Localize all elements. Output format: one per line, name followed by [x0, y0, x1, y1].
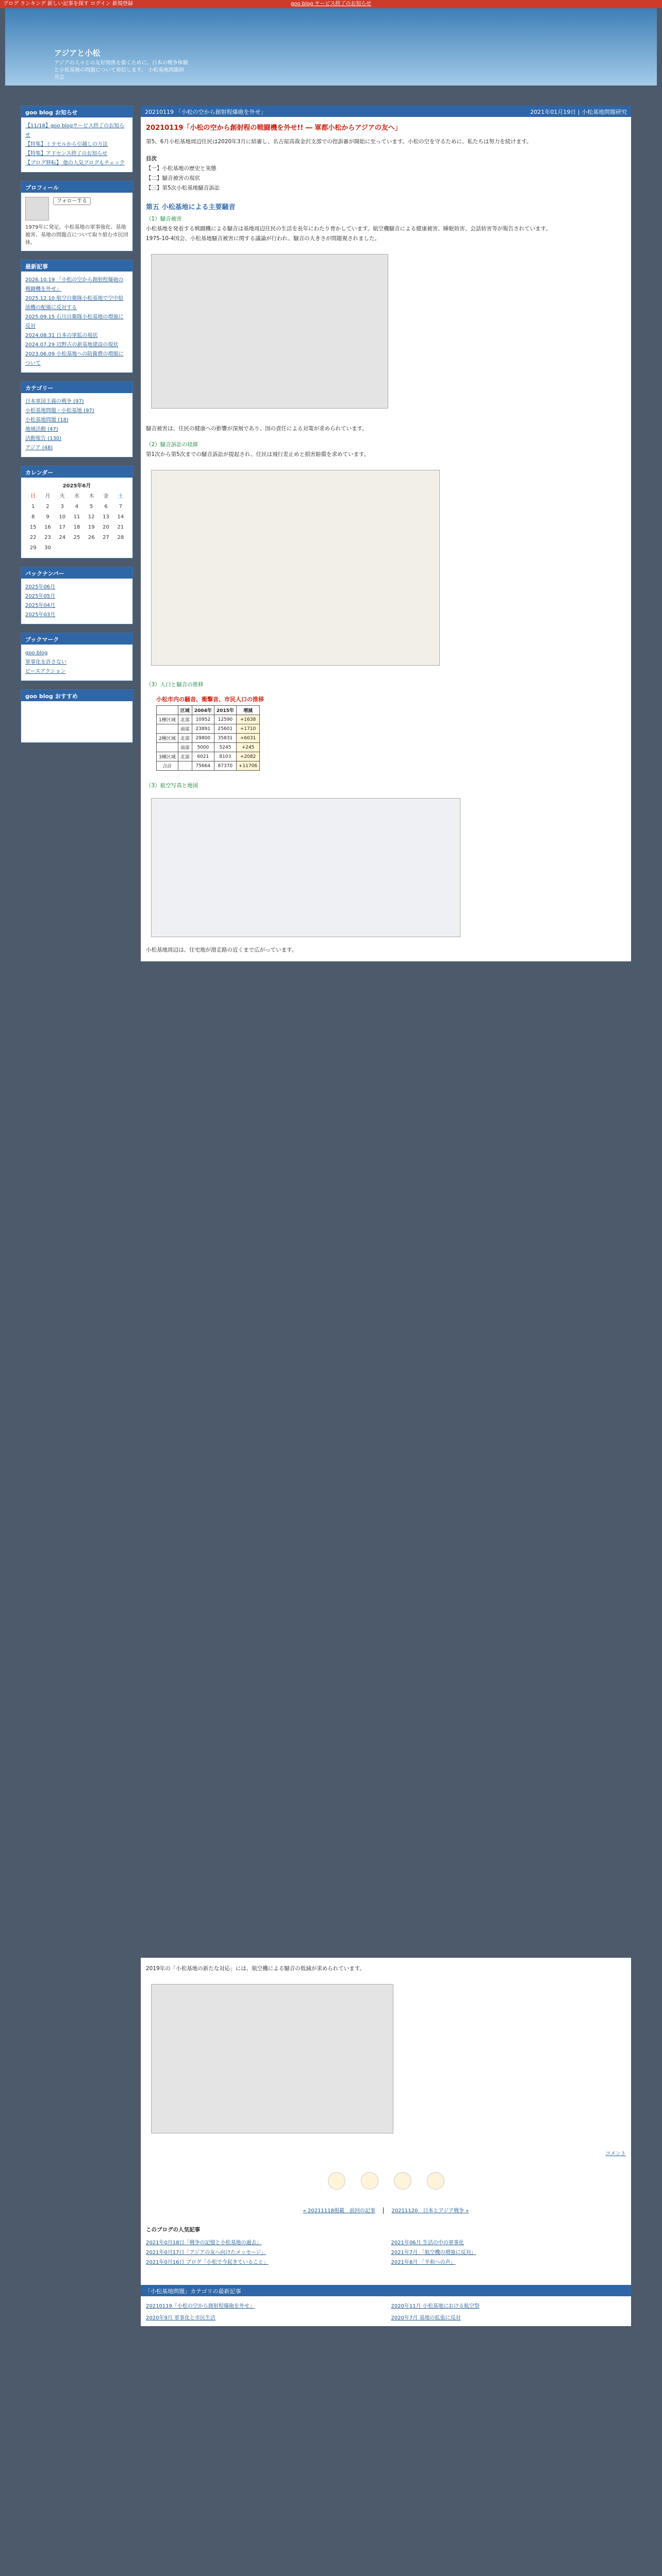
table-cell: 2種区域: [157, 734, 178, 743]
calendar-head: 日: [30, 494, 36, 499]
calendar-day[interactable]: 12: [88, 514, 95, 520]
backnumber-box: [21, 567, 133, 624]
table-cell: [157, 724, 178, 734]
notice-box-title: goo blog お知らせ: [21, 106, 133, 117]
toc-item: 【三】第5次小松基地騒音訴訟: [146, 185, 220, 191]
bookmark-link[interactable]: 軍事化を許さない: [25, 659, 67, 665]
avatar: [25, 197, 49, 221]
calendar-table: [25, 491, 128, 554]
calendar-head: 月: [45, 494, 51, 499]
related-article-link[interactable]: 2021年8月 「平和への声」: [391, 2260, 456, 2265]
population-table-title: 小松市内の騒音、衝撃音、市民人口の推移: [156, 696, 264, 703]
table-cell: 35831: [214, 734, 236, 743]
aerial-photo-image: [151, 1984, 393, 2133]
share-box-title: goo blog おすすめ: [21, 690, 133, 701]
prev-article-link[interactable]: « 20211118掲載 前回の記事: [303, 2208, 375, 2214]
calendar-day[interactable]: 22: [29, 535, 37, 540]
site-description: アジアの人々との友好関係を築くために、日本の戦争体験と小松基地の問題について発信します。 小松基地問題研究会: [54, 60, 188, 80]
topbar-links[interactable]: ブログ ランキング 新しい記事を探す ログイン 新規登録: [3, 1, 133, 7]
bookmark-box-title: ブックマーク: [21, 633, 133, 645]
recent-article-link[interactable]: 2024.08.31 日本の軍拡の現状: [25, 333, 98, 338]
calendar-day[interactable]: 30: [44, 545, 51, 551]
related-article-link[interactable]: 2021年06月 生活の中の軍事化: [391, 2240, 464, 2246]
calendar-day[interactable]: 25: [73, 535, 80, 540]
calendar-day[interactable]: 24: [59, 535, 66, 540]
calendar-head: 水: [74, 494, 79, 499]
table-cell: 75664: [192, 761, 214, 771]
subsection-heading: （2）騒音訴訟の経緯: [146, 442, 198, 448]
calendar-day[interactable]: 27: [103, 535, 109, 540]
category-link[interactable]: 小松基地問題・小松基地 (97): [25, 408, 94, 414]
article-paragraph: 第1次から第5次までの騒音訴訟が提起され、住民は飛行差止めと損害賠償を求めています。: [146, 451, 370, 457]
profile-description: 1979年に発足。小松基地の軍事強化、基地被害、基地の問題点について取り組む市民団体。: [25, 225, 128, 246]
calendar-day[interactable]: 15: [29, 524, 37, 530]
table-cell: 3種区域: [157, 752, 178, 761]
service-notice-link[interactable]: goo blog サービス終了のお知らせ: [290, 1, 372, 7]
article-paragraph: 騒音被害は、住民の健康への影響が深刻であり、国の責任による対策が求められています。: [146, 426, 368, 432]
notice-link[interactable]: 【ブログ移転】 他の人気ブログもチェック: [25, 160, 125, 166]
scanned-document-image: [151, 254, 388, 409]
subsection-heading: （1）騒音被害: [146, 216, 182, 222]
recent-box-title: 最新記事: [21, 260, 133, 272]
related-title: このブログの人気記事: [146, 2227, 200, 2233]
table-cell: 25601: [214, 724, 236, 734]
calendar-day[interactable]: 10: [59, 514, 66, 520]
area-map-image: [151, 798, 460, 937]
bookmark-link[interactable]: goo blog: [25, 650, 48, 656]
notice-box: [21, 106, 133, 173]
like-icon[interactable]: [427, 2172, 444, 2190]
table-cell: [157, 743, 178, 752]
map-area: [141, 791, 631, 945]
share-box: [21, 689, 133, 743]
site-header: [5, 8, 657, 86]
article-container: [141, 106, 631, 961]
category-articles-bar: [141, 2285, 631, 2296]
calendar-day[interactable]: 3: [60, 504, 64, 510]
section-heading: 第五 小松基地による主要騒音: [146, 204, 236, 211]
calendar-day[interactable]: 5: [90, 504, 93, 510]
calendar-head: 金: [103, 494, 109, 499]
table-cell: +245: [236, 743, 259, 752]
noise-chart-image: [151, 470, 440, 666]
calendar-day[interactable]: 4: [75, 504, 79, 510]
bookmark-box: [21, 633, 133, 681]
recent-article-link[interactable]: 2025.12.10 航空自衛隊小松基地で空中給油機の配備に反対する: [25, 296, 124, 311]
notice-link[interactable]: 【特集】アドセンス終了のお知らせ: [25, 151, 108, 157]
calendar-head: 土: [118, 494, 123, 499]
bookmark-link[interactable]: ピースアクション: [25, 669, 66, 674]
like-icon[interactable]: [361, 2172, 378, 2190]
category-article-link[interactable]: 2020年9月 軍事化と市民生活: [146, 2315, 216, 2321]
calendar-day[interactable]: 6: [104, 504, 108, 510]
calendar-day[interactable]: 2: [46, 504, 49, 510]
table-cell: 1種区域: [157, 715, 178, 724]
recent-article-link[interactable]: 2024.07.29 辺野古の新基地建設の現状: [25, 342, 119, 348]
site-title[interactable]: アジアと小松: [54, 48, 101, 58]
toc-item: 【一】小松基地の歴史と実態: [146, 165, 217, 172]
backnumber-box-title: バックナンバー: [21, 567, 133, 579]
aerial-photo-area: [141, 1974, 631, 2144]
profile-box: [21, 181, 133, 251]
article-date-right[interactable]: 2021年01月19日 | 小松基地問題研究: [530, 109, 627, 115]
like-icon[interactable]: [328, 2172, 345, 2190]
table-cell: 6021: [192, 752, 214, 761]
calendar-day[interactable]: 1: [31, 504, 35, 510]
table-header: 2004年: [192, 706, 214, 715]
toc-title: 目次: [146, 156, 157, 162]
table-header: 2015年: [214, 706, 236, 715]
calendar-day[interactable]: 21: [117, 524, 124, 530]
table-cell: 5245: [214, 743, 236, 752]
category-articles-title: 「小松基地問題」カテゴリの最新記事: [145, 2288, 241, 2295]
table-row: [157, 724, 260, 734]
category-box: [21, 381, 133, 457]
recent-article-link[interactable]: 2023.06.09 小松基地への防衛費の増額について: [25, 351, 124, 366]
calendar-day[interactable]: 14: [117, 514, 124, 520]
table-cell: 8103: [214, 752, 236, 761]
table-cell: +11706: [236, 761, 259, 771]
comment-link[interactable]: コメント: [605, 2151, 626, 2157]
calendar-day[interactable]: [99, 544, 112, 553]
backnumber-link[interactable]: 2025年05月: [25, 594, 56, 599]
backnumber-link[interactable]: 2025年04月: [25, 603, 56, 608]
calendar-day[interactable]: 20: [103, 524, 109, 530]
table-cell: [178, 761, 192, 771]
calendar-month: 2025年6月: [62, 483, 91, 489]
calendar-day[interactable]: 7: [119, 504, 123, 510]
related-article-link[interactable]: 2021年0月17日「アジアの友へ向けたメッセージ」: [146, 2250, 267, 2256]
calendar-day[interactable]: [114, 544, 127, 553]
calendar-day[interactable]: 23: [44, 535, 51, 540]
related-article-link[interactable]: 2021年0月18日「戦争の記憶と小松基地の過去」: [146, 2240, 262, 2246]
table-cell: 12590: [214, 715, 236, 724]
table-cell: 10952: [192, 715, 214, 724]
table-row: [157, 752, 260, 761]
table-row: [157, 761, 260, 771]
calendar-day[interactable]: 17: [59, 524, 66, 530]
calendar-day[interactable]: [70, 544, 84, 553]
article-paragraph: 1975-10-4国会、小松基地騒音被害に関する議論が行われ、騒音の大きさが問題視されました。: [146, 235, 380, 242]
calendar-day[interactable]: 11: [73, 514, 80, 520]
table-cell: 北部: [178, 752, 192, 761]
document-image-area: [141, 244, 631, 424]
article-paragraph: 小松基地を発着する戦闘機による騒音は基地周辺住民の生活を長年にわたり脅かしています。航空機騒音による健康被害、睡眠妨害、会話妨害等が報告されています。: [146, 226, 551, 232]
calendar-day[interactable]: 9: [46, 514, 49, 520]
category-article-link[interactable]: 20210119「小松の空から創射程爆砲を外せ」: [146, 2303, 255, 2309]
category-link[interactable]: 地域活動 (47): [25, 427, 58, 432]
calendar-day[interactable]: 28: [117, 535, 124, 540]
subsection-heading: （3）航空写真と地図: [146, 783, 198, 789]
category-link[interactable]: アジア (48): [25, 445, 53, 451]
profile-box-title: プロフィール: [21, 181, 133, 193]
article-date-title: 20210119 「小松の空から創射程爆砲を外せ」: [145, 109, 267, 115]
category-link[interactable]: 活動報告 (130): [25, 436, 62, 442]
table-row: [157, 715, 260, 724]
calendar-day[interactable]: 29: [29, 545, 37, 551]
table-cell: 23891: [192, 724, 214, 734]
article-headline: 20210119「小松の空から創射程の戦闘機を外せ!! ― 軍都小松からアジアの友へ」: [146, 124, 402, 132]
article-continuation: 2019年の「小松基地の新たな対応」には、航空機による騒音の低減が求められています。 コメント « 20211118掲載 前回の記事 | 20211120 日本とアジア戦争 » このブログの人気記事 2021年0月18日「戦争の記憶と小松基地の過去」 2021年06月 生活の中の軍事化 2021年0月17日「アジアの友へ向けたメッセージ」 2021年7月 「航空機の増強に反対」 2021年0月16日 ブログ「小松で今起きていること」 2021年8月 「平和への声」 「小松基地問題」カテゴリの最新記事 20210119「小松の空から創射程爆砲を外せ」 2020年11月 小松基地における航空祭 2020年9月 軍事化と市民生活 2020年7月 基地の拡張に反対: [141, 1958, 631, 2326]
like-icon[interactable]: [394, 2172, 411, 2190]
calendar-day[interactable]: 18: [73, 524, 80, 530]
category-box-title: カテゴリー: [21, 382, 133, 393]
toc-item: 【二】騒音被害の現状: [146, 175, 200, 181]
table-row: [157, 743, 260, 752]
calendar-box: [21, 466, 133, 558]
notice-link[interactable]: 【11/18】goo blogサービス終了のお知らせ: [25, 123, 125, 138]
next-article-link[interactable]: 20211120 日本とアジア戦争 »: [391, 2208, 469, 2214]
related-article-link[interactable]: 2021年0月16日 ブログ「小松で今起きていること」: [146, 2260, 269, 2265]
calendar-head: 火: [59, 494, 65, 499]
table-cell: 合計: [157, 761, 178, 771]
article-paragraph: 2019年の「小松基地の新たな対応」には、航空機による騒音の低減が求められています。: [146, 1965, 365, 1972]
calendar-day[interactable]: 8: [31, 514, 35, 520]
calendar-day[interactable]: [56, 544, 69, 553]
calendar-day[interactable]: 16: [44, 524, 51, 530]
recent-article-link[interactable]: 2026.10.19 「小松の空から創射程爆砲の戦闘機を外せ」: [25, 277, 124, 292]
category-link[interactable]: 日本軍国主義の戦争 (97): [25, 399, 84, 404]
page-wrapper: [5, 8, 657, 86]
table-cell: +6031: [236, 734, 259, 743]
table-cell: 南部: [178, 743, 192, 752]
category-article-link[interactable]: 2020年7月 基地の拡張に反対: [391, 2315, 461, 2321]
table-header: 増減: [236, 706, 259, 715]
table-cell: 29800: [192, 734, 214, 743]
backnumber-link[interactable]: 2025年06月: [25, 584, 56, 590]
calendar-day[interactable]: 26: [88, 535, 95, 540]
table-cell: 北部: [178, 715, 192, 724]
table-cell: 5000: [192, 743, 214, 752]
table-row: [157, 734, 260, 743]
table-header: 区域: [178, 706, 192, 715]
category-article-link[interactable]: 2020年11月 小松基地における航空祭: [391, 2303, 479, 2309]
table-cell: 87370: [214, 761, 236, 771]
top-bar: [0, 0, 662, 8]
category-link[interactable]: 小松基地問題 (18): [25, 417, 69, 423]
population-table: [156, 705, 260, 771]
table-cell: 南部: [178, 724, 192, 734]
article-paragraph: 小松基地周辺は、住宅地が滑走路の近くまで広がっています。: [146, 947, 297, 953]
subsection-heading: （3）人口と騒音の推移: [146, 682, 204, 688]
calendar-box-title: カレンダー: [21, 466, 133, 478]
sidebar: [21, 106, 133, 751]
calendar-day[interactable]: 13: [103, 514, 109, 520]
table-header: [157, 706, 178, 715]
recent-article-link[interactable]: 2025.09.15 石川自衛隊小松基地の増強に反対: [25, 314, 124, 329]
related-article-link[interactable]: 2021年7月 「航空機の増強に反対」: [391, 2250, 476, 2256]
table-cell: 北部: [178, 734, 192, 743]
table-cell: +1710: [236, 724, 259, 734]
follow-button[interactable]: フォローする: [53, 197, 91, 205]
recent-box: [21, 260, 133, 373]
table-cell: +2082: [236, 752, 259, 761]
calendar-day[interactable]: [85, 544, 98, 553]
notice-link[interactable]: 【特集】ミラセルから引越しの方法: [25, 142, 108, 147]
table-cell: +1638: [236, 715, 259, 724]
backnumber-link[interactable]: 2025年03月: [25, 612, 56, 618]
article-date-bar: [141, 106, 631, 117]
calendar-day[interactable]: 19: [88, 524, 95, 530]
noise-map-area: [141, 460, 631, 676]
calendar-head: 木: [89, 494, 94, 499]
article-intro: 第5、6月小松基地周辺住民は2020年3月に結審し、名古屋高裁金沢支部での控訴審が開始に至っています。小松の空を守るために、私たちは努力を続けます。: [146, 139, 532, 145]
